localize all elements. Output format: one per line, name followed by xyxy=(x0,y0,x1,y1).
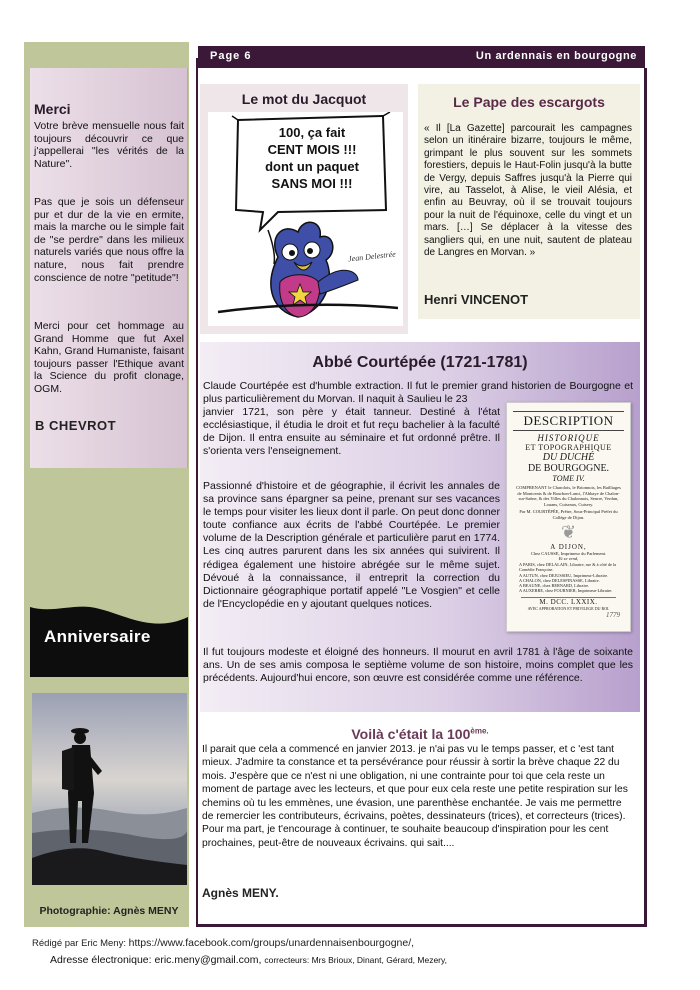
anniversaire-banner xyxy=(30,605,188,677)
footer-line-1 xyxy=(32,937,414,949)
book-line-17: M. DCC. LXXIX. xyxy=(521,597,616,606)
book-line-13: A AUTUN, chez DEJUSSIEU, Imprimeur-Libraire. xyxy=(519,572,609,578)
frame-bottom-border xyxy=(196,924,647,927)
footer-correcteurs: correcteurs: Mrs Brioux, Dinant, Gérard, Mezery, xyxy=(264,955,447,965)
merci-paragraph-2: Pas que je sois un défenseur pur et dur de la vie en ermite, mais la marche ou le simple fait de "se perdre" dans les milieux naturels variés que nous offre la nature, nous fait prendre conscience de notre "petitude"! xyxy=(34,196,184,284)
centieme-title xyxy=(200,726,640,742)
book-line-10: Chez CAUSSE, Imprimeur du Parlement. xyxy=(530,551,607,556)
book-line-6: TOME IV. xyxy=(552,474,585,483)
merci-paragraph-3: Merci pour cet hommage au Grand Homme que fut Axel Kahn, Grand Humaniste, faisant toujours passer l'Ethique avant la Science du profit clonage, OGM. xyxy=(34,320,184,395)
jacquot-title: Le mot du Jacquot xyxy=(241,91,367,107)
abbe-paragraph-2: Passionné d'histoire et de géographie, il écrivit les annales de sa province sans épargner sa peine, prenant sur ses vacances le temps pour visiter les lieux dont il parle. On peut donc donner toute confiance aux écrits de l'abbé Courtépée. Le premier volume de la Description générale et particulière parut en 1774. Les cinq autres parurent dans les six années qui suivirent. Il rédigea également une histoire abrégée sur le même sujet. Dévoué à la connaissance, il entreprit la correction du Dictionnaire géographique portatif appelé "Le Vosgien" et celle de l'Encyclopédie en y ajoutant quelques notices. xyxy=(203,480,500,610)
footer-email-label: Adresse électronique: xyxy=(50,954,152,966)
centieme-title-sup: ème. xyxy=(470,726,489,736)
book-line-15: A BEAUNE, chez BERNARD, Libraire. xyxy=(519,583,590,589)
book-line-11: Et se vend, xyxy=(558,556,579,561)
artist-signature: Jean Delestrée xyxy=(347,249,397,264)
centieme-signature: Agnès MENY. xyxy=(202,886,279,900)
book-line-9: A DIJON, xyxy=(550,543,587,551)
centieme-paragraph-1: Il parait que cela a commencé en janvier 2013. je n'ai pas vu le temps passer, et c 'est tant mieux. J'admire ta constance et ta persévérance pour réussir à sortir la brève chaque 22 du mois. J'espère que ce n'est ni une obligation, ni une contrainte pour toi que cela reste un moment de partage avec les lecteurs, et que pour eux cela reste une petite respiration sur les chemins où tu les emmènes, une évasion, une parenthèse enchantée. Je vais me permettre de remercier les contributeurs, écrivains, poètes, dessinateurs (trices), et correcteurs (trices). xyxy=(202,744,628,823)
merci-title: Merci xyxy=(34,101,71,117)
book-line-14: A CHALON, chez DELESPINASSE, Libraire. xyxy=(519,577,600,583)
book-title-page xyxy=(506,402,631,632)
merci-paragraph-1: Votre brève mensuelle nous fait toujours découvrir ce que j'appellerai "les vérités de la Nature". xyxy=(34,120,184,170)
footer-email-link[interactable]: eric.meny@gmail.com, xyxy=(154,954,262,966)
pape-quote: « Il [La Gazette] parcourait les campagnes selon un itinéraire bizarre, toujours le même, grimpant le plus souvent sur les sommets forestiers, depuis le Haut-Folin jusqu'à la butte de Vergy, depuis Saffres jusqu'à la Pierre qui vire, au Tasselot, à Alise, le vieil Alésia, et enfin au Beuvray, où il se trouvait toujours pour la nuit de l'équinoxe, celle du vingt et un mars. […] Se déplacer à la vitesse des sangliers qui, en une nuit, sautent de plateau de Langres en Morvan. » xyxy=(424,123,632,259)
book-line-8: Par M. COURTÉPÉE, Prêtre, Sous-Principal Préfet du Collège de Dijon. xyxy=(519,509,618,520)
abbe-title: Abbé Courtépée (1721-1781) xyxy=(312,354,528,371)
book-line-16: A AUXERRE, chez FOURNIER, Imprimeur-Libraire. xyxy=(519,588,613,594)
centieme-paragraph-2: Pour ma part, je t'encourage à continuer, te souhaite beaucoup d'inspiration pour les cent prochaines, peut-être de nouveaux écrivains. qui sait.... xyxy=(202,824,609,849)
footer-author-label: Rédigé par Eric Meny: xyxy=(32,938,126,949)
pape-title: Le Pape des escargots xyxy=(453,94,605,110)
frame-left-border xyxy=(196,58,198,926)
book-line-12: A PARIS, chez DELALAIN, Libraire, rue & à côté de la Comédie Françoise. xyxy=(519,562,617,573)
bubble-line-2: CENT MOIS !!! xyxy=(267,142,357,157)
page-header xyxy=(198,46,645,68)
book-line-18: AVEC APPROBATION ET PRIVILEGE DU ROI. xyxy=(527,605,610,611)
footer-facebook-link[interactable]: https://www.facebook.com/groups/unardennaisenbourgogne/, xyxy=(128,937,415,949)
book-line-5: DE BOURGOGNE. xyxy=(527,463,610,474)
frame-right-border xyxy=(644,68,647,926)
book-line-4: DU DUCHÉ xyxy=(542,452,595,463)
bubble-line-3: dont un paquet xyxy=(265,159,359,174)
book-line-3: ET TOPOGRAPHIQUE xyxy=(525,443,612,452)
bubble-line-4: SANS MOI !!! xyxy=(271,176,353,191)
anniversaire-label: Anniversaire xyxy=(44,627,151,646)
centieme-title-text: Voilà c'était la 100 xyxy=(351,726,471,742)
abbe-paragraph-3: Il fut toujours modeste et éloigné des honneurs. Il mourut en avril 1781 à l'âge de soixante ans. Un de ses amis composa le septième volume de son histoire, moins complet que les précédents. Aujourd'hui encore, son œuvre est considérée comme une référence. xyxy=(203,646,633,685)
hiker-photo xyxy=(32,693,187,885)
photo-caption: Photographie: Agnès MENY xyxy=(39,905,179,917)
pape-author: Henri VINCENOT xyxy=(424,292,529,307)
page-number: Page 6 xyxy=(210,50,252,62)
abbe-paragraph-1a: Claude Courtépée est d'humble extraction. Il fut le premier grand historien de Bourgogne et plus particulièrement du Morvan. Il naquit à Saulieu le 23 xyxy=(203,380,633,406)
abbe-paragraph-1b: janvier 1721, son père y était tanneur. Destiné à l'état ecclésiastique, il étudia le droit et fut reçu bachelier à la faculté de Dijon. Il entra ensuite au séminaire et fut ordonné prêtre. Il s'orienta vers l'enseignement. xyxy=(203,406,500,458)
book-line-2: HISTORIQUE xyxy=(537,433,600,443)
footer-line-2 xyxy=(50,954,447,966)
book-line-7: COMPRENANT le Charolois, le Brionnois, les Bailliages de Montcenis & de Bourbon-Lanci, l'Abbaye de Chalon-sur-Saône, & des Villes du Chalonnois, Seurre, Verdun, Louans, Cuiseaux, Cuisery. xyxy=(516,485,621,507)
bubble-line-1: 100, ça fait xyxy=(278,125,346,140)
parrot-cartoon xyxy=(208,112,403,326)
book-line-1: DESCRIPTION xyxy=(513,411,624,431)
merci-signature: B CHEVROT xyxy=(35,418,117,433)
book-line-19: 1779 xyxy=(606,610,620,619)
header-title: Un ardennais en bourgogne xyxy=(475,50,637,62)
centieme-text xyxy=(202,743,634,850)
book-ornament-icon: ❦ xyxy=(560,522,577,542)
